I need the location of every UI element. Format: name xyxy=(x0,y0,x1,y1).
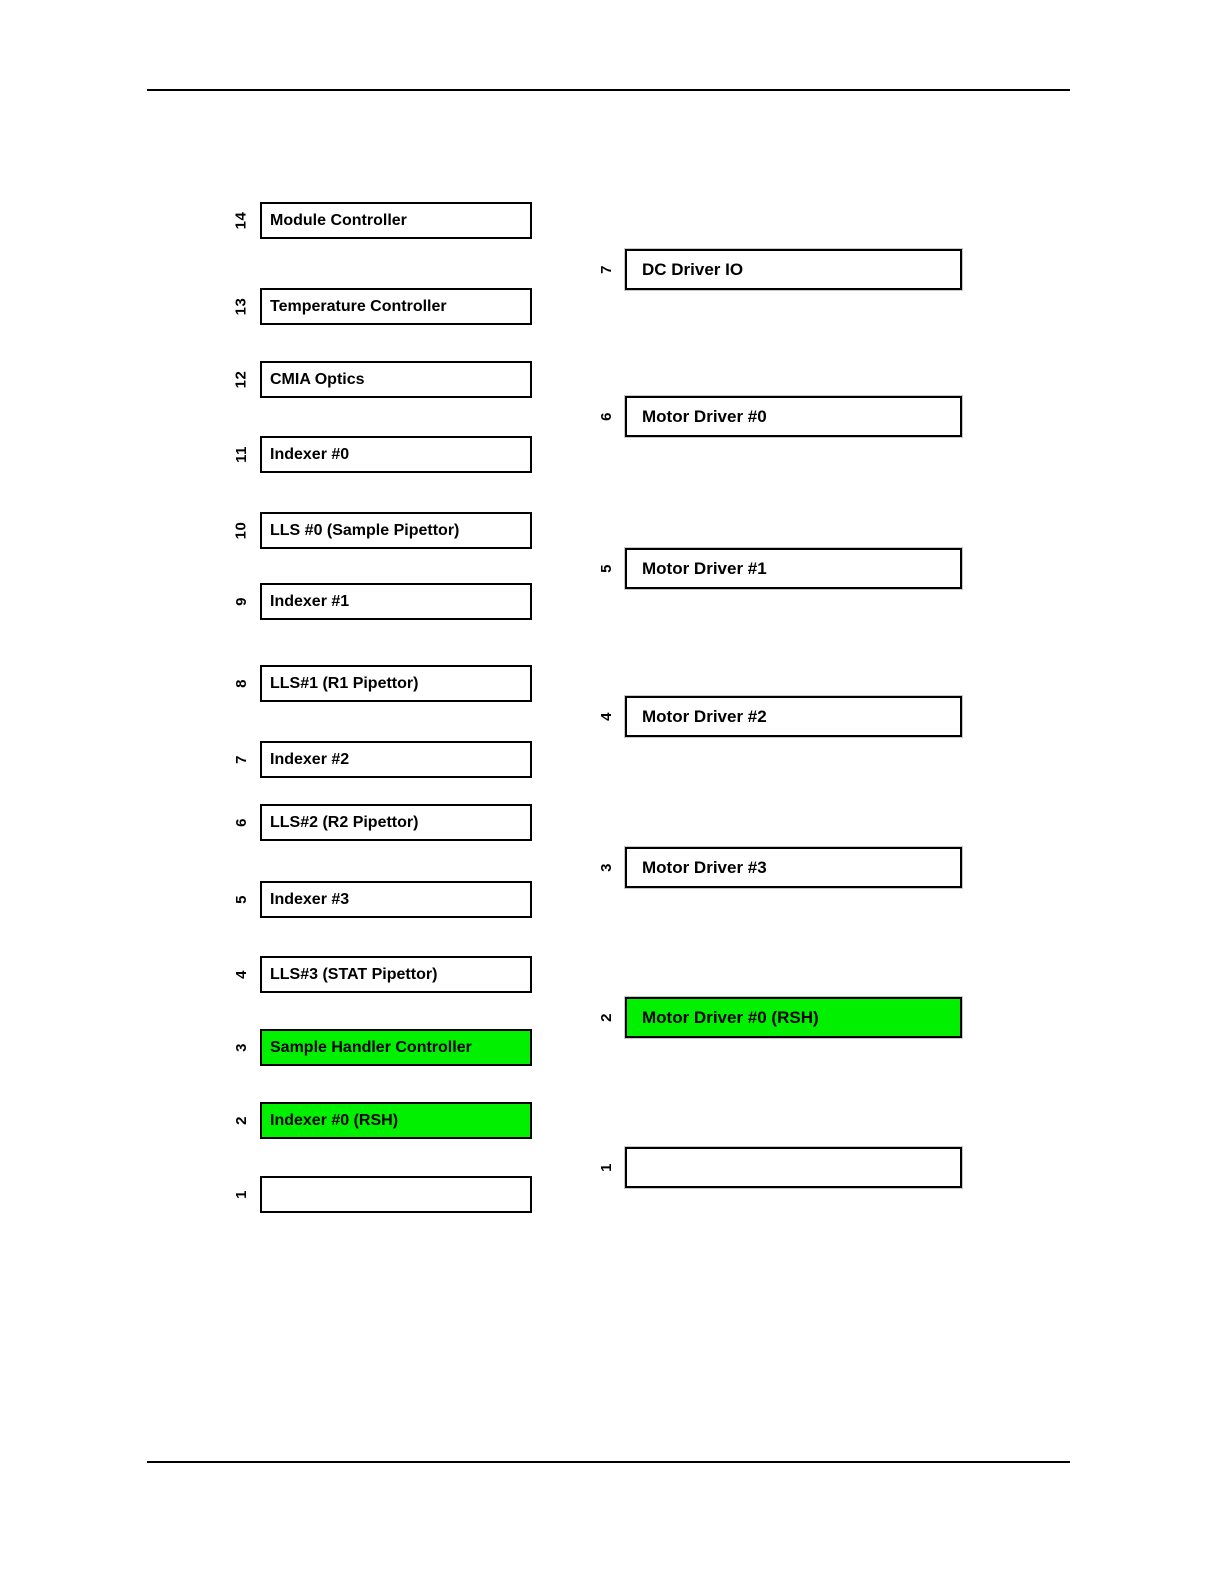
slot-label: Indexer #0 xyxy=(270,445,350,463)
slot-number: 5 xyxy=(232,895,250,904)
slot-row xyxy=(587,1147,962,1188)
slot-row xyxy=(222,1176,532,1213)
slot-number: 4 xyxy=(597,712,615,721)
slot-box xyxy=(260,202,532,239)
slot-number-cell xyxy=(587,847,625,888)
slot-row xyxy=(222,665,532,702)
slot-box xyxy=(260,804,532,841)
slot-number-cell xyxy=(222,583,260,620)
slot-box xyxy=(625,847,962,888)
slot-number: 9 xyxy=(232,597,250,606)
slot-number-cell xyxy=(222,804,260,841)
slot-number-cell xyxy=(222,881,260,918)
slot-number: 10 xyxy=(232,521,250,540)
slot-label: Temperature Controller xyxy=(270,297,447,315)
slot-box xyxy=(625,997,962,1038)
slot-number: 7 xyxy=(232,755,250,764)
slot-row xyxy=(222,583,532,620)
slot-number: 5 xyxy=(597,564,615,573)
slot-row xyxy=(587,548,962,589)
slot-row xyxy=(587,396,962,437)
slot-number: 11 xyxy=(232,446,250,463)
slot-row xyxy=(222,202,532,239)
slot-box xyxy=(260,583,532,620)
slot-box xyxy=(260,1029,532,1066)
slot-number: 7 xyxy=(597,265,615,274)
slot-label: Indexer #0 (RSH) xyxy=(270,1111,399,1129)
slot-number-cell xyxy=(222,436,260,473)
slot-row xyxy=(222,436,532,473)
slot-row xyxy=(587,997,962,1038)
slot-row xyxy=(222,804,532,841)
slot-box xyxy=(260,741,532,778)
slot-number: 2 xyxy=(232,1116,250,1125)
slot-box xyxy=(260,436,532,473)
bottom-rule xyxy=(147,1461,1070,1463)
slot-box xyxy=(625,548,962,589)
slot-label: LLS #0 (Sample Pipettor) xyxy=(270,521,460,539)
slot-number-cell xyxy=(222,202,260,239)
slot-box xyxy=(260,1102,532,1139)
slot-label: Motor Driver #3 xyxy=(642,857,767,877)
slot-row xyxy=(587,847,962,888)
slot-box xyxy=(260,361,532,398)
slot-label: CMIA Optics xyxy=(270,370,365,388)
slot-row xyxy=(587,696,962,737)
slot-number-cell xyxy=(222,665,260,702)
slot-box xyxy=(260,1176,532,1213)
slot-row xyxy=(222,512,532,549)
slot-number: 2 xyxy=(597,1013,615,1022)
slot-number-cell xyxy=(222,1029,260,1066)
slot-number: 14 xyxy=(232,211,250,230)
slot-label: Module Controller xyxy=(270,211,407,229)
slot-number-cell xyxy=(222,361,260,398)
top-rule xyxy=(147,89,1070,91)
slot-row xyxy=(587,249,962,290)
slot-row xyxy=(222,741,532,778)
slot-number: 3 xyxy=(597,863,615,872)
slot-box xyxy=(260,881,532,918)
slot-number: 6 xyxy=(232,818,250,827)
slot-box xyxy=(625,1147,962,1188)
slot-label: Indexer #3 xyxy=(270,890,350,908)
slot-label: Motor Driver #2 xyxy=(642,706,767,726)
slot-label: LLS#2 (R2 Pipettor) xyxy=(270,813,419,831)
slot-number-cell xyxy=(222,1176,260,1213)
slot-box xyxy=(260,956,532,993)
slot-box xyxy=(625,249,962,290)
slot-number-cell xyxy=(587,696,625,737)
slot-number: 6 xyxy=(597,412,615,421)
slot-number: 12 xyxy=(232,370,250,389)
slot-number-cell xyxy=(222,512,260,549)
slot-box xyxy=(625,396,962,437)
slot-label: Indexer #2 xyxy=(270,750,350,768)
slot-number: 8 xyxy=(232,679,250,688)
slot-label: Motor Driver #0 xyxy=(642,406,767,426)
slot-label: Sample Handler Controller xyxy=(270,1038,472,1056)
slot-number-cell xyxy=(587,997,625,1038)
slot-number-cell xyxy=(222,956,260,993)
slot-label: DC Driver IO xyxy=(642,259,744,279)
slot-label: Indexer #1 xyxy=(270,592,350,610)
slot-label: Motor Driver #0 (RSH) xyxy=(642,1007,819,1027)
slot-label: Motor Driver #1 xyxy=(642,558,767,578)
slot-row xyxy=(222,881,532,918)
slot-row xyxy=(222,1029,532,1066)
slot-number-cell xyxy=(587,249,625,290)
slot-box xyxy=(260,665,532,702)
slot-label: LLS#3 (STAT Pipettor) xyxy=(270,965,438,983)
slot-number-cell xyxy=(587,1147,625,1188)
slot-number: 1 xyxy=(597,1163,615,1172)
slot-number: 4 xyxy=(232,970,250,979)
slot-number-cell xyxy=(222,288,260,325)
slot-number-cell xyxy=(222,1102,260,1139)
slot-number: 1 xyxy=(232,1190,250,1199)
slot-row xyxy=(222,956,532,993)
slot-row xyxy=(222,361,532,398)
slot-row xyxy=(222,288,532,325)
slot-number-cell xyxy=(222,741,260,778)
slot-number: 13 xyxy=(232,297,250,316)
slot-number-cell xyxy=(587,548,625,589)
slot-box xyxy=(260,512,532,549)
slot-box xyxy=(260,288,532,325)
slot-label: LLS#1 (R1 Pipettor) xyxy=(270,674,419,692)
slot-box xyxy=(625,696,962,737)
slot-number: 3 xyxy=(232,1043,250,1052)
slot-row xyxy=(222,1102,532,1139)
slot-number-cell xyxy=(587,396,625,437)
